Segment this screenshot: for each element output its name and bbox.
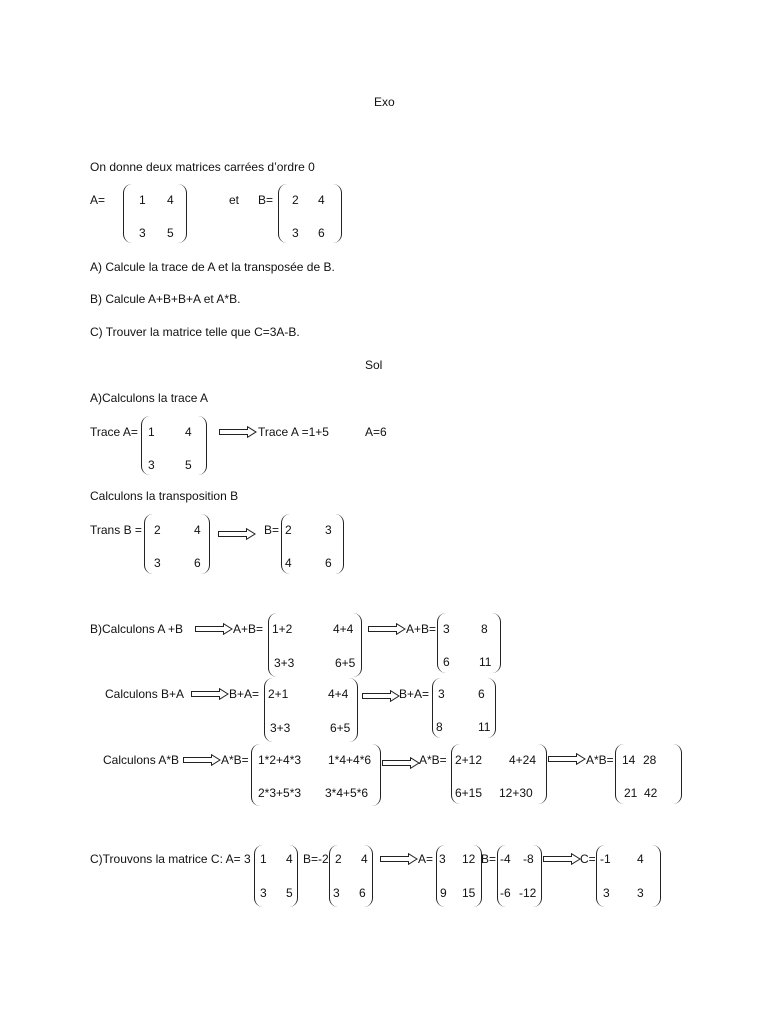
transpose-result-matrix bbox=[281, 514, 344, 574]
matrix-cell: 3 bbox=[292, 226, 299, 240]
matrix-cell: 3 bbox=[325, 523, 332, 537]
matrix-cell: 12+30 bbox=[499, 786, 533, 800]
matrix-cell: 3 bbox=[443, 622, 450, 636]
implies-arrow-icon bbox=[219, 426, 257, 438]
implies-arrow-icon bbox=[543, 853, 581, 865]
sum-ab-expanded-matrix bbox=[268, 613, 362, 677]
matrix-cell: 2+1 bbox=[268, 687, 289, 701]
right-paren bbox=[177, 184, 187, 243]
matrix-cell: 1 bbox=[139, 193, 146, 207]
right-paren bbox=[537, 744, 547, 804]
matrix-c-b2-matrix bbox=[497, 845, 542, 907]
matrix-b bbox=[278, 184, 342, 243]
question-c: C) Trouver la matrice telle que C=3A-B. bbox=[90, 325, 300, 339]
implies-arrow-icon bbox=[195, 623, 233, 635]
matrix-cell: 6 bbox=[443, 655, 450, 669]
left-paren bbox=[123, 184, 133, 243]
product-mid-matrix bbox=[451, 744, 547, 804]
matrix-cell: 2 bbox=[292, 193, 299, 207]
sum-ba-expanded-matrix bbox=[264, 678, 358, 742]
sum-ab-label: A+B= bbox=[233, 622, 264, 636]
matrix-cell: 2 bbox=[154, 523, 161, 537]
matrix-cell: 3 bbox=[438, 687, 445, 701]
implies-arrow-icon bbox=[368, 623, 406, 635]
product-result-matrix bbox=[615, 744, 682, 804]
implies-arrow-icon bbox=[362, 690, 400, 702]
matrix-cell: 12 bbox=[462, 852, 476, 866]
sum-ab-result-matrix bbox=[437, 613, 501, 673]
product-mid-label: A*B= bbox=[419, 753, 447, 767]
matrix-cell: 3+3 bbox=[270, 721, 291, 735]
implies-arrow-icon bbox=[548, 753, 586, 765]
et-text: et bbox=[229, 193, 240, 207]
product-heading: Calculons A*B bbox=[103, 753, 180, 767]
matrix-cell: 8 bbox=[481, 622, 488, 636]
matrix-cell: 4 bbox=[637, 852, 644, 866]
matrix-cell: -12 bbox=[519, 886, 537, 900]
matrix-cell: 4 bbox=[185, 425, 192, 439]
right-paren bbox=[371, 744, 381, 806]
transpose-matrix bbox=[144, 514, 210, 574]
matrix-cell: 42 bbox=[644, 786, 658, 800]
question-b: B) Calcule A+B+B+A et A*B. bbox=[90, 292, 241, 306]
matrix-cell: 4+24 bbox=[509, 753, 537, 767]
matrix-cell: 6+5 bbox=[335, 656, 356, 670]
matrix-cell: 28 bbox=[643, 753, 657, 767]
matrix-cell: 4 bbox=[286, 852, 293, 866]
right-paren bbox=[334, 514, 344, 574]
matrix-cell: 1+2 bbox=[272, 622, 293, 636]
matrix-cell: 4 bbox=[194, 523, 201, 537]
matrix-c-heading: C)Trouvons la matrice C: A= 3 bbox=[90, 852, 251, 866]
matrix-cell: 3 bbox=[154, 556, 161, 570]
matrix-cell: 4 bbox=[361, 852, 368, 866]
matrix-cell: 3*4+5*6 bbox=[325, 786, 369, 800]
matrix-cell: 3 bbox=[603, 886, 610, 900]
matrix-cell: 14 bbox=[622, 753, 636, 767]
matrix-cell: 1*2+4*3 bbox=[258, 753, 302, 767]
matrix-cell: 6 bbox=[325, 556, 332, 570]
implies-arrow-icon bbox=[382, 757, 420, 769]
sum-ba-heading: Calculons B+A bbox=[105, 687, 185, 701]
matrix-cell: 15 bbox=[462, 886, 476, 900]
matrix-cell: 11 bbox=[479, 655, 492, 669]
left-paren bbox=[278, 184, 288, 243]
matrix-c-b-label: B=-2 bbox=[303, 852, 329, 866]
matrix-cell: 4 bbox=[285, 556, 292, 570]
matrix-c-a3-matrix bbox=[436, 845, 482, 907]
matrix-cell: 4 bbox=[167, 193, 174, 207]
matrix-cell: 6 bbox=[478, 687, 485, 701]
matrix-cell: 3 bbox=[148, 458, 155, 472]
matrix-cell: 6 bbox=[318, 226, 325, 240]
right-paren bbox=[651, 845, 661, 907]
product-label: A*B= bbox=[221, 753, 249, 767]
section-a-heading: A)Calculons la trace A bbox=[90, 391, 209, 405]
implies-arrow-icon bbox=[218, 528, 256, 540]
matrix-c-b2-label: B= bbox=[481, 852, 497, 866]
left-paren bbox=[144, 514, 154, 574]
trace-label: Trace A= bbox=[90, 425, 138, 439]
matrix-cell: -4 bbox=[500, 852, 511, 866]
matrix-cell: 3 bbox=[333, 886, 340, 900]
matrix-cell: 3 bbox=[439, 852, 446, 866]
matrix-cell: 1*4+4*6 bbox=[328, 753, 372, 767]
matrix-cell: 2 bbox=[285, 523, 292, 537]
right-paren bbox=[200, 514, 210, 574]
right-paren bbox=[197, 416, 207, 475]
implies-arrow-icon bbox=[380, 853, 418, 865]
sum-ba-label: B+A= bbox=[229, 687, 260, 701]
matrix-cell: 8 bbox=[436, 720, 443, 734]
sum-ab-result-label: A+B= bbox=[406, 622, 437, 636]
right-paren bbox=[491, 613, 501, 673]
matrix-cell: 1 bbox=[260, 852, 267, 866]
matrix-cell: 3+3 bbox=[274, 656, 295, 670]
transpose-heading: Calculons la transposition B bbox=[90, 489, 239, 503]
intro-text: On donne deux matrices carrées d’ordre 0 bbox=[90, 160, 315, 174]
matrix-cell: 4 bbox=[318, 193, 325, 207]
sum-ba-result-label: B+A= bbox=[399, 687, 430, 701]
matrix-c-b-matrix bbox=[329, 845, 373, 907]
right-paren bbox=[332, 184, 342, 243]
matrix-cell: 2+12 bbox=[455, 753, 483, 767]
transpose-result-label: B= bbox=[264, 523, 280, 537]
trace-result: Trace A =1+5 bbox=[258, 425, 329, 439]
matrix-b-label: B= bbox=[258, 193, 274, 207]
matrix-cell: -6 bbox=[500, 886, 511, 900]
matrix-cell: 3 bbox=[637, 886, 644, 900]
product-result-label: A*B= bbox=[586, 753, 614, 767]
matrix-cell: 6+15 bbox=[455, 786, 483, 800]
trace-matrix bbox=[141, 416, 207, 475]
question-a: A) Calcule la trace de A et la transposée de B. bbox=[90, 260, 335, 274]
matrix-cell: 3 bbox=[139, 226, 146, 240]
matrix-cell: 2*3+5*3 bbox=[258, 786, 302, 800]
matrix-cell: 11 bbox=[478, 720, 491, 734]
solution-title: Sol bbox=[365, 358, 383, 372]
matrix-cell: 21 bbox=[624, 786, 638, 800]
matrix-c-c-label: C= bbox=[580, 852, 596, 866]
implies-arrow-icon bbox=[183, 754, 221, 766]
page-title: Exo bbox=[374, 95, 395, 109]
product-expanded-matrix bbox=[251, 744, 381, 806]
matrix-c-a3-label: A= bbox=[418, 852, 434, 866]
sum-ab-heading: B)Calculons A +B bbox=[90, 622, 184, 636]
matrix-cell: 1 bbox=[148, 425, 155, 439]
matrix-cell: 2 bbox=[335, 852, 342, 866]
matrix-a bbox=[123, 184, 187, 243]
matrix-cell: 9 bbox=[440, 886, 447, 900]
matrix-cell: 4+4 bbox=[328, 687, 349, 701]
transpose-label: Trans B = bbox=[90, 523, 142, 537]
trace-value: A=6 bbox=[365, 425, 387, 439]
matrix-a-label: A= bbox=[90, 193, 106, 207]
implies-arrow-icon bbox=[191, 688, 229, 700]
matrix-cell: -1 bbox=[600, 852, 611, 866]
matrix-cell: 3 bbox=[260, 886, 267, 900]
matrix-cell: 6 bbox=[194, 556, 201, 570]
matrix-c-result-matrix bbox=[596, 845, 661, 907]
matrix-cell: 6 bbox=[359, 886, 366, 900]
sum-ba-result-matrix bbox=[432, 678, 496, 738]
matrix-cell: 4+4 bbox=[333, 622, 354, 636]
matrix-cell: -8 bbox=[523, 852, 534, 866]
right-paren bbox=[672, 744, 682, 804]
matrix-cell: 5 bbox=[286, 886, 293, 900]
matrix-cell: 5 bbox=[167, 226, 174, 240]
matrix-cell: 5 bbox=[185, 458, 192, 472]
matrix-cell: 6+5 bbox=[330, 721, 351, 735]
matrix-c-a-matrix bbox=[254, 845, 298, 907]
